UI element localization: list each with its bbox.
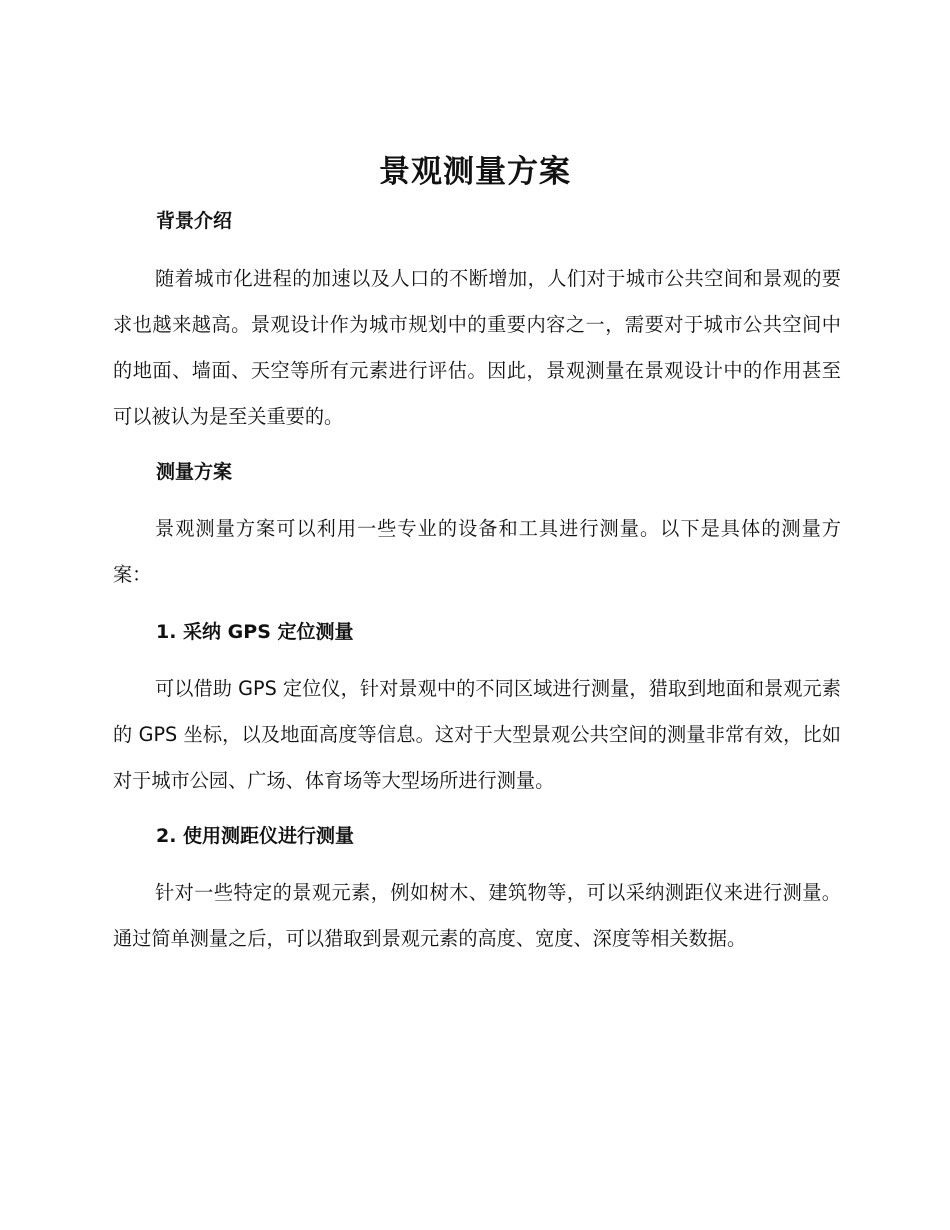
section-paragraph-rangefinder: 针对一些特定的景观元素，例如树木、建筑物等，可以采纳测距仪来进行测量。通过简单测量之后，可以猎取到景观元素的高度、宽度、深度等相关数据。 [113,881,841,950]
section-paragraph-background: 随着城市化进程的加速以及人口的不断增加，人们对于城市公共空间和景观的要求也越来越高。景观设计作为城市规划中的重要内容之一，需要对于城市公共空间中的地面、墙面、天空等所有元素进行评估。因此，景观测量在景观设计中的作用甚至可以被认为是至关重要的。 [113,267,841,428]
section-heading-rangefinder: 2. 使用测距仪进行测量 [156,825,355,847]
section-heading-plan: 测量方案 [156,461,233,483]
section-paragraph-plan: 景观测量方案可以利用一些专业的设备和工具进行测量。以下是具体的测量方案： [113,517,841,586]
document-title: 景观测量方案 [379,154,571,190]
section-paragraph-gps: 可以借助 GPS 定位仪，针对景观中的不同区域进行测量，猎取到地面和景观元素的 GPS 坐标，以及地面高度等信息。这对于大型景观公共空间的测量非常有效，比如对于城市公园、广场、体育场等大型场所进行测量。 [113,677,841,792]
section-heading-background: 背景介绍 [156,210,233,232]
section-heading-gps: 1. 采纳 GPS 定位测量 [156,621,354,643]
